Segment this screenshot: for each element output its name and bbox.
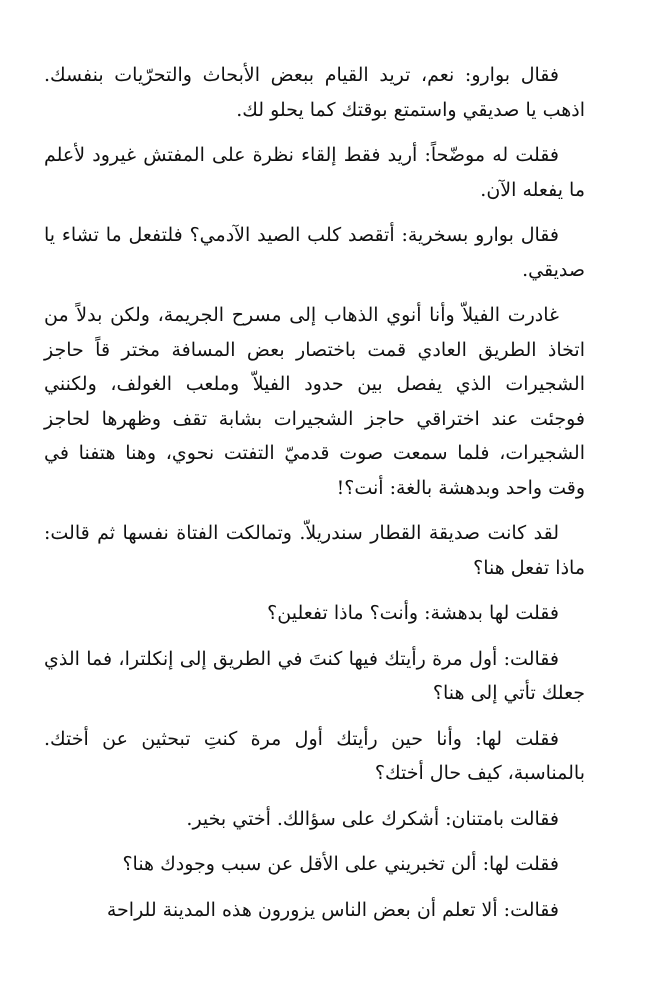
paragraph-1: فقال بوارو: نعم، تريد القيام ببعض الأبحاث والتحرّيات بنفسك. اذهب يا صديقي واستمتع بوقتك كما يحلو لك.: [44, 64, 585, 121]
paragraph-11: فقالت: ألا تعلم أن بعض الناس يزورون هذه المدينة للراحة: [106, 898, 559, 921]
paragraph-3: فقال بوارو بسخرية: أتقصد كلب الصيد الآدمي؟ فلتفعل ما تشاء يا صديقي.: [44, 224, 585, 281]
paragraph-2: فقلت له موضّحاً: أريد فقط إلقاء نظرة على المفتش غيرود لأعلم ما يفعله الآن.: [44, 144, 585, 201]
paragraph-8: فقلت لها: وأنا حين رأيتك أول مرة كنتِ تبحثين عن أختك. بالمناسبة، كيف حال أختك؟: [44, 727, 585, 784]
paragraph-6: فقلت لها بدهشة: وأنت؟ ماذا تفعلين؟: [267, 602, 559, 624]
paragraph-5: لقد كانت صديقة القطار سندريلاّ. وتمالكت الفتاة نفسها ثم قالت: ماذا تفعل هنا؟: [44, 522, 585, 579]
paragraph-10: فقلت لها: ألن تخبريني على الأقل عن سبب وجودك هنا؟: [122, 853, 559, 875]
paragraph-4: غادرت الفيلاّ وأنا أنوي الذهاب إلى مسرح الجريمة، ولكن بدلاً من اتخاذ الطريق العادي قمت باختصار بعض المسافة مختر قاً حاجز الشجيرات الذي يفصل بين حدود الفيلاّ وملعب الغولف، ولكنني فوجئت عند اختراقي حاجز الشجيرات بشابة تقف وظهرها لحاجز الشجيرات، فلما سمعت صوت قدميّ التفتت نحوي، وهنا هتفنا في وقت واحد وبدهشة بالغة: أنت؟!: [44, 304, 585, 499]
paragraph-9: فقالت بامتنان: أشكرك على سؤالك. أختي بخير.: [186, 807, 559, 830]
paragraph-7: فقالت: أول مرة رأيتك فيها كنتَ في الطريق إلى إنكلترا، فما الذي جعلك تأتي إلى هنا؟: [44, 647, 585, 704]
